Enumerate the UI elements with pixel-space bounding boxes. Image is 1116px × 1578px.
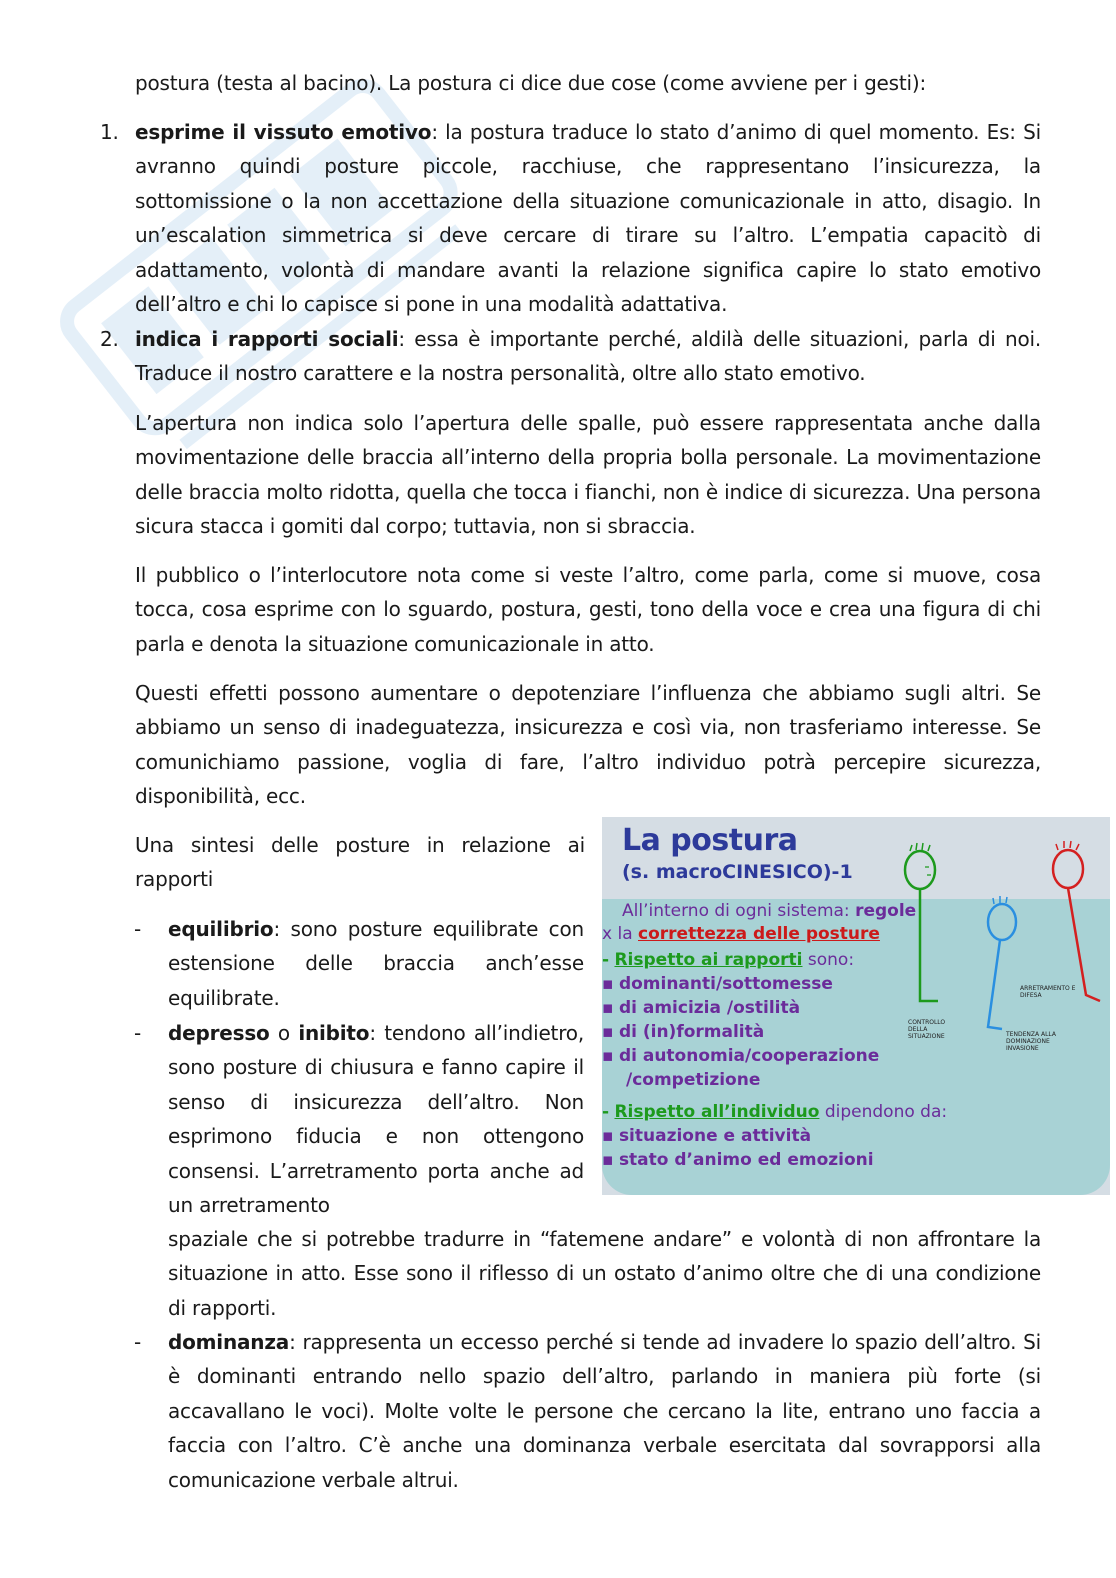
bullet-icon: ▪ [602,974,614,994]
dash-marker: - [134,1330,142,1354]
dash-item-text: : sono posture equilibrate con estensione delle braccia anch’esse equilibrate. [168,917,584,1010]
slide-text-green: Rispetto all’individuo [614,1102,820,1122]
slide-mark: - [602,1102,610,1122]
paragraph-sintesi: Una sintesi delle posture in relazione ai rapporti [135,833,585,892]
posture-figures [602,817,1110,1195]
dash-item-depresso [134,1016,584,1222]
caption-green: CONTROLLO DELLA SITUAZIONE [908,1019,946,1040]
dash-marker: - [134,917,142,941]
dash-item-depresso-continued: spaziale che si potrebbe tradurre in “fatemene andare” e volontà di non affrontare la situazione in atto. Esse sono il riflesso di un ostato d’animo oltre che di una condizione di rapporti. [168,1227,1041,1320]
paragraph-effetti: Questi effetti possono aumentare o depotenziare l’influenza che abbiamo sugli altri. Se abbiamo un senso di inadeguatezza, insicurezza e così via, non trasferiamo interesse. Se comunichiamo passione, voglia di fare, l’altro individuo potrà percepire sicurezza, disponibilità, ecc. [135,681,1041,809]
list-item-text: : essa è importante perché, aldilà delle situazioni, parla di noi. Traduce il nostro carattere e la nostra personalità, oltre allo stato emotivo. [135,327,1041,386]
slide-title: La postura [622,823,798,858]
dash-marker: - [134,1021,142,1045]
bullet-icon: ▪ [602,998,614,1018]
caption-blue: TENDENZA ALLA DOMINAZIONE INVASIONE [1006,1031,1056,1052]
figure-green-icon [905,843,938,1001]
list-item-text: : la postura traduce lo stato d’animo di quel momento. Es: Si avranno quindi posture piccole, racchiuse, che rappresentano l’insicurezza, la sottomissione o la non accettazione della situazione comunicazionale in atto, disagio. In un’escalation simmetrica si deve cercare di tirare su l’altro. L’empatia capacitò di adattamento, volontà di mandare avanti la relazione significa capire lo stato emotivo dell’altro e chi lo capisce si pone in una modalità adattativa. [135,120,1041,317]
slide-bullet-text: situazione e attività [618,1126,812,1146]
slide-bullet-text: /competizione [626,1070,761,1090]
list-number: 1. [100,120,119,144]
dash-item-text: : tendono all’indietro, sono posture di chiusura e fanno capire il senso di insicurezza dell’altro. Non esprimono fiducia e non ottengono consensi. L’arretramento porta anche ad un arretramento [168,1021,584,1218]
paragraph-pubblico: Il pubblico o l’interlocutore nota come si veste l’altro, come parla, come si muove, cosa tocca, cosa esprime con lo sguardo, postura, gesti, tono della voce e crea una figura di chi parla e denota la situazione comunicazionale in atto. [135,563,1041,656]
dash-item-text: : rappresenta un eccesso perché si tende ad invadere lo spazio dell’altro. Si è dominanti entrando nello spazio dell’altro, parlando in maniera più forte (si accavallano le voci). Molte volte le persone che cercano la lite, entrano uno faccia a faccia con l’altro. C’è anche una dominanza verbale esercitata dal sovrapporsi alla comunicazione verbale altrui. [168,1330,1041,1492]
list-item-bold: esprime il vissuto emotivo [135,120,432,144]
slide-text: dipendono da: [819,1102,948,1122]
list-item-2 [100,322,1041,391]
slide-bullet-text: dominanti/sottomesse [618,974,833,994]
slide-bullet-text: di (in)formalità [618,1022,765,1042]
slide-text-red: correttezza delle posture [638,924,880,944]
dash-item-bold: inibito [298,1021,370,1045]
bullet-icon: ▪ [602,1150,614,1170]
slide-bullet-text: stato d’animo ed emozioni [618,1150,874,1170]
slide-text: la [612,924,639,944]
dash-item-mid: o [269,1021,299,1045]
list-number: 2. [100,327,119,351]
dash-item-bold: equilibrio [168,917,274,941]
intro-line: postura (testa al bacino). La postura ci dice due cose (come avviene per i gesti): [135,71,927,95]
bullet-icon: ▪ [602,1046,614,1066]
slide-text: sono: [802,950,855,970]
caption-red: ARRETRAMENTO E DIFESA [1020,985,1076,999]
bullet-icon: ▪ [602,1022,614,1042]
slide-text-bold: regole [855,901,917,921]
slide-text: All’interno di ogni sistema: [622,901,856,921]
slide-figure [602,817,1110,1195]
slide-subtitle: (s. macroCINESICO)-1 [622,861,853,883]
dash-item-equilibrio [134,912,584,1015]
dash-item-dominanza [134,1325,1041,1497]
slide-mark: - [602,950,610,970]
slide-bullet-text: di amicizia /ostilità [618,998,801,1018]
figure-red-icon [1053,841,1100,1001]
list-item-bold: indica i rapporti sociali [135,327,399,351]
dash-item-bold: depresso [168,1021,270,1045]
dash-item-bold: dominanza [168,1330,290,1354]
slide-mark: x [602,924,613,944]
slide-bullet-text: di autonomia/cooperazione [618,1046,880,1066]
figure-blue-icon [988,896,1016,1029]
slide-text-green: Rispetto ai rapporti [614,950,803,970]
bullet-icon: ▪ [602,1126,614,1146]
paragraph-apertura: L’apertura non indica solo l’apertura delle spalle, può essere rappresentata anche dalla movimentazione delle braccia all’interno della propria bolla personale. La movimentazione delle braccia molto ridotta, quella che tocca i fianchi, non è indice di sicurezza. Una persona sicura stacca i gomiti dal corpo; tuttavia, non si sbraccia. [135,411,1041,539]
list-item-1 [100,115,1041,321]
